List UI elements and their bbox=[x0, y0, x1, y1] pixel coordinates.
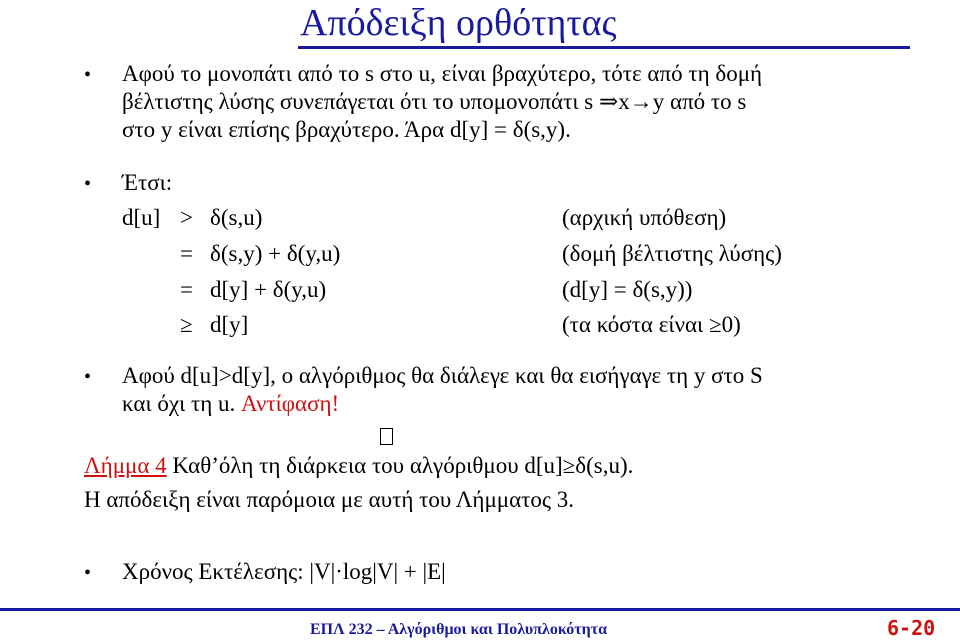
eq-row2-expr: δ(s,y) + δ(y,u) bbox=[210, 241, 341, 266]
eq-row1-expr: δ(s,u) bbox=[210, 205, 263, 230]
bullet1-line2: βέλτιστης λύσης συνεπάγεται ότι το υπομονοπάτι s ⇒x→y από το s bbox=[122, 89, 747, 114]
footer-course: ΕΠΛ 232 – Αλγόριθμοι και Πολυπλοκότητα bbox=[310, 621, 608, 638]
bullet3-line2 bbox=[122, 390, 339, 418]
eq-row1-lhs: d[u] bbox=[122, 205, 161, 230]
lemma-proof: Η απόδειξη είναι παρόμοια με αυτή του Λήμματος 3. bbox=[84, 487, 575, 512]
lemma-label: Λήμμα 4 bbox=[84, 453, 167, 478]
running-time-text: Χρόνος Εκτέλεσης: |V|·log|V| + |E| bbox=[122, 559, 446, 584]
eq-row4-expr: d[y] bbox=[210, 312, 249, 337]
eq-row2-note: (δομή βέλτιστης λύσης) bbox=[562, 241, 782, 266]
qed-box-icon bbox=[380, 428, 393, 445]
bullet-marker: • bbox=[84, 562, 92, 584]
bullet2-label: Έτσι: bbox=[122, 170, 173, 195]
lemma-text: Καθ’όλη τη διάρκεια του αλγόριθμου d[u]≥δ(s,u). bbox=[166, 453, 634, 478]
bullet1-line3: στο y είναι επίσης βραχύτερο. Άρα d[y] = δ(s,y). bbox=[122, 117, 571, 142]
title-underline bbox=[298, 46, 910, 49]
eq-row3-note: (d[y] = δ(s,y)) bbox=[562, 277, 693, 302]
eq-row3-expr: d[y] + δ(y,u) bbox=[210, 277, 327, 302]
bullet-marker: • bbox=[84, 64, 92, 86]
slide-title: Απόδειξη ορθότητας bbox=[300, 2, 617, 44]
bullet1-line1: Αφού το μονοπάτι από το s στο u, είναι βραχύτερο, τότε από τη δομή bbox=[122, 61, 763, 86]
footer-rule bbox=[0, 608, 960, 611]
bullet-marker: • bbox=[84, 173, 92, 195]
eq-row3-op: = bbox=[180, 277, 193, 302]
lemma-line bbox=[84, 452, 633, 480]
eq-row2-op: = bbox=[180, 241, 193, 266]
eq-row4-op: ≥ bbox=[180, 312, 193, 337]
bullet3-line2-text: και όχι τη u. bbox=[122, 391, 242, 416]
eq-row1-op: > bbox=[180, 205, 193, 230]
eq-row1-note: (αρχική υπόθεση) bbox=[562, 205, 727, 230]
bullet3-line1: Αφού d[u]>d[y], ο αλγόριθμος θα διάλεγε και θα εισήγαγε τη y στο S bbox=[122, 363, 763, 388]
bullet-marker: • bbox=[84, 366, 92, 388]
contradiction-text: Αντίφαση! bbox=[241, 391, 340, 416]
page-number: 6-20 bbox=[887, 616, 936, 640]
eq-row4-note: (τα κόστα είναι ≥0) bbox=[562, 312, 741, 337]
